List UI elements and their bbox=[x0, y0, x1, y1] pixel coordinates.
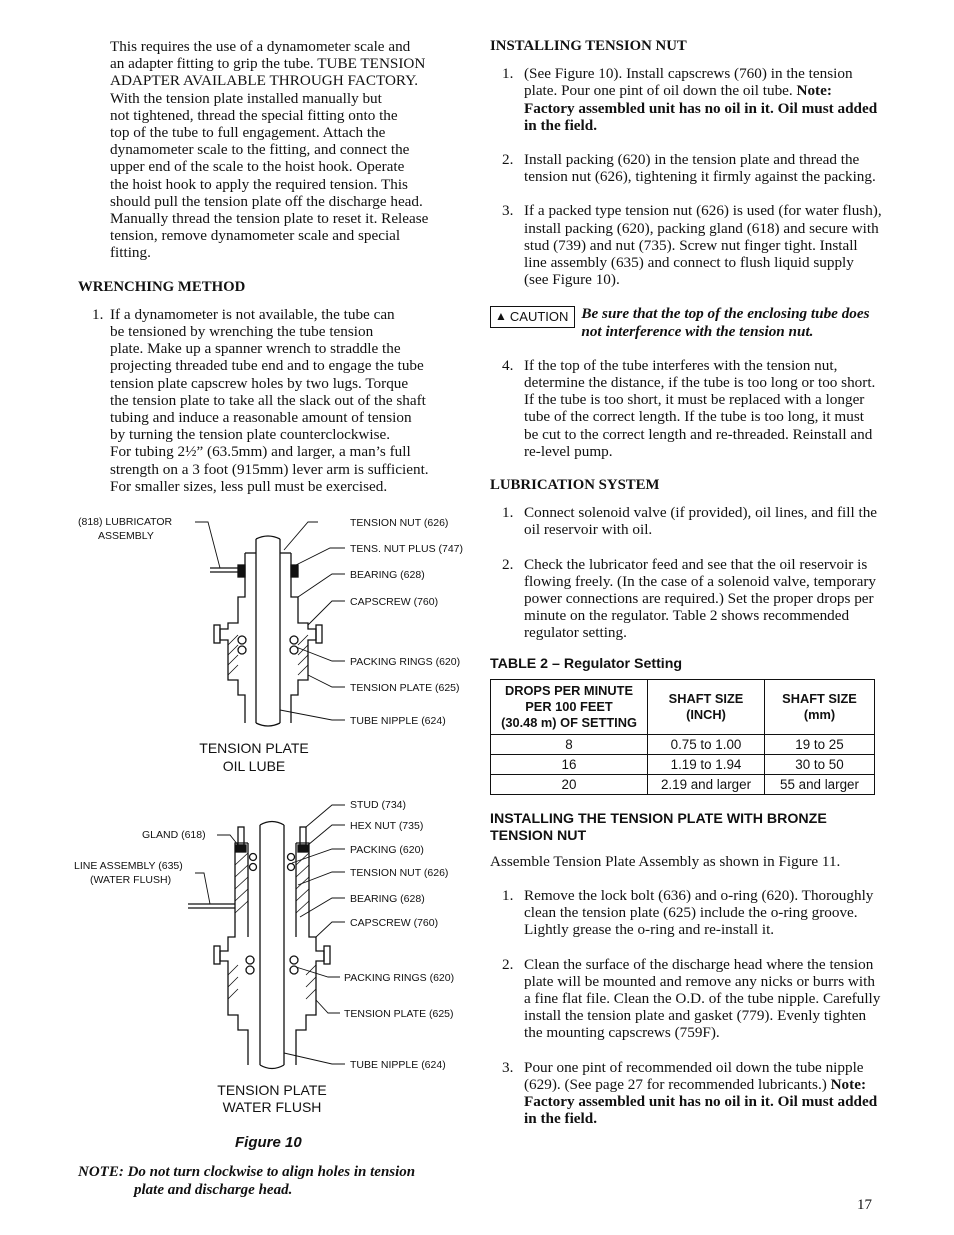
intro-paragraph bbox=[78, 38, 468, 262]
label-bearing: BEARING (628) bbox=[350, 569, 425, 581]
spacer bbox=[490, 55, 882, 65]
figure-10-drawing bbox=[70, 505, 470, 1125]
top-assembly-drawing bbox=[195, 522, 345, 726]
spacer bbox=[490, 494, 882, 504]
spacer bbox=[490, 939, 882, 956]
table-row bbox=[491, 734, 875, 754]
text-line: the hoist hook to apply the required tension. This bbox=[110, 175, 408, 193]
item-text: Remove the lock bolt (636) and o-ring (620). Thoroughly clean the tension plate (625) include the o-ring groove. Lightly grease the o-ring and re-install it. bbox=[524, 886, 874, 939]
header-line: (30.48 m) OF SETTING bbox=[501, 714, 637, 730]
wrenching-method-heading: WRENCHING METHOD bbox=[78, 278, 246, 295]
text-line: tubing and induce a reasonable amount of tension bbox=[110, 409, 412, 427]
top-drawing-subtitle: OIL LUBE bbox=[222, 758, 286, 774]
text-line: by turning the tension plate counterclockwise. bbox=[110, 426, 391, 444]
label-capscrew-2: CAPSCREW (760) bbox=[350, 917, 439, 929]
table-header-cell bbox=[765, 679, 875, 734]
spacer bbox=[490, 1042, 882, 1059]
text-line: dynamometer scale to the fitting, and connect the bbox=[110, 141, 410, 159]
spacer bbox=[78, 296, 468, 306]
text-line: upper end of the scale to the hoist hook. Operate bbox=[110, 158, 405, 176]
item-text: Clean the surface of the discharge head where the tension plate will be mounted and remove any nicks or burrs with a fine flat file. Clean the O.D. of the tube nipple. Carefully install the tension plate and gasket (779). Evenly tighten the mounting capscrews (759F). bbox=[524, 955, 881, 1042]
spacer bbox=[490, 460, 882, 477]
header-line: (mm) bbox=[803, 706, 836, 722]
label-tube-nipple: TUBE NIPPLE (624) bbox=[350, 715, 446, 727]
text-line: top of the tube to full engagement. Attach the bbox=[110, 124, 386, 142]
label-gland: GLAND (618) bbox=[142, 829, 206, 841]
list-item bbox=[490, 357, 882, 460]
item-number: 2. bbox=[502, 555, 514, 573]
list-item bbox=[490, 887, 882, 939]
table-cell: 20 bbox=[491, 774, 648, 794]
table-cell: 2.19 and larger bbox=[648, 774, 765, 794]
table-header-cell bbox=[648, 679, 765, 734]
item-number: 2. bbox=[502, 151, 514, 169]
item-text: Connect solenoid valve (if provided), oil lines, and fill the oil reservoir with oil. bbox=[524, 504, 878, 539]
item-note: Note: Factory assembled unit has no oil in it. Oil must added in the field. bbox=[524, 82, 878, 134]
header-line: (INCH) bbox=[686, 706, 726, 722]
table-title: TABLE 2 – Regulator Setting bbox=[490, 655, 683, 672]
table-cell: 16 bbox=[491, 754, 648, 774]
header-line: SHAFT SIZE bbox=[668, 690, 744, 706]
item-text: If the top of the tube interferes with the tension nut, determine the distance, if the tube is too long or too short. If the tube is too short, it must be replaced with a longer tube of the correct length. If the tube is too long, it must be cut to the correct length and re-threaded. Reinstall and re-level pump. bbox=[524, 356, 876, 460]
list-item bbox=[490, 1059, 882, 1128]
text-line: tension plate capscrew holes by two lugs. Torque bbox=[110, 374, 409, 392]
table-row bbox=[491, 754, 875, 774]
spacer bbox=[490, 642, 882, 656]
item-number: 1. bbox=[92, 305, 104, 323]
text-line: With the tension plate installed manually but bbox=[110, 89, 382, 107]
table-cell: 55 and larger bbox=[765, 774, 875, 794]
spacer bbox=[490, 870, 882, 887]
label-stud: STUD (734) bbox=[350, 799, 407, 811]
spacer bbox=[490, 185, 882, 202]
page-number: 17 bbox=[857, 1197, 872, 1213]
caution-badge bbox=[490, 306, 575, 327]
text-line: This requires the use of a dynamometer scale and bbox=[110, 38, 411, 55]
warning-triangle-icon: ▲ bbox=[495, 309, 507, 324]
label-capscrew: CAPSCREW (760) bbox=[350, 596, 439, 608]
label-lubricator-assembly-2: ASSEMBLY bbox=[98, 530, 154, 542]
text-line: Manually thread the tension plate to reset it. Release bbox=[110, 210, 429, 228]
item-number: 3. bbox=[502, 1058, 514, 1076]
list-item bbox=[490, 65, 882, 134]
text-line: For tubing 2½” (63.5mm) and larger, a man’s full bbox=[110, 443, 411, 461]
item-note: Note: Factory assembled unit has no oil in it. Oil must added in the field. bbox=[524, 1075, 878, 1128]
caution-text: Be sure that the top of the enclosing tube does not interference with the tension nut. bbox=[581, 305, 870, 340]
figure-caption: Figure 10 bbox=[235, 1134, 302, 1151]
label-packing-rings: PACKING RINGS (620) bbox=[350, 656, 461, 668]
spacer bbox=[490, 539, 882, 556]
table-row bbox=[491, 774, 875, 794]
note bbox=[78, 1164, 468, 1199]
text-line: fitting. bbox=[110, 244, 151, 262]
item-text: (See Figure 10). Install capscrews (760) in the tension plate. Pour one pint of oil down the oil tube. bbox=[524, 65, 853, 100]
item-number: 3. bbox=[502, 202, 514, 220]
spacer bbox=[490, 288, 882, 305]
list-item bbox=[490, 556, 882, 642]
text-line: strength on a 3 foot (915mm) lever arm is sufficient. bbox=[110, 460, 429, 478]
item-text: If a packed type tension nut (626) is used (for water flush), install packing (620), packing gland (618) and secure with stud (739) and nut (735). Screw nut finger tight. Install line assembly (635) and connect to flush liquid supply (see Figure 10). bbox=[524, 202, 882, 289]
text-line: be tensioned by wrenching the tube tension bbox=[110, 323, 374, 341]
table-cell: 19 to 25 bbox=[765, 734, 875, 754]
header-line: PER 100 FEET bbox=[525, 698, 613, 714]
bottom-drawing-title: TENSION PLATE bbox=[217, 1082, 327, 1098]
top-drawing-title: TENSION PLATE bbox=[199, 740, 309, 756]
item-number: 4. bbox=[502, 356, 514, 374]
list-item bbox=[490, 202, 882, 288]
label-line-assembly: LINE ASSEMBLY (635) bbox=[74, 860, 183, 872]
label-tension-nut-2: TENSION NUT (626) bbox=[350, 867, 449, 879]
bronze-nut-heading bbox=[490, 811, 882, 845]
header-line: SHAFT SIZE bbox=[782, 690, 857, 706]
heading-line: INSTALLING THE TENSION PLATE WITH BRONZE bbox=[490, 810, 827, 827]
label-lubricator-assembly: (818) LUBRICATOR bbox=[78, 516, 173, 528]
heading-line: TENSION NUT bbox=[490, 827, 587, 844]
label-hex-nut: HEX NUT (735) bbox=[350, 820, 424, 832]
caution-notice bbox=[490, 305, 882, 339]
table-cell: 30 to 50 bbox=[765, 754, 875, 774]
list-item bbox=[490, 504, 882, 538]
label-tension-plate-2: TENSION PLATE (625) bbox=[344, 1008, 454, 1020]
label-tens-nut-plus: TENS. NUT PLUS (747) bbox=[350, 543, 464, 555]
text-line: ADAPTER AVAILABLE THROUGH FACTORY. bbox=[110, 72, 419, 90]
text-line: the tension plate to take all the slack out of the shaft bbox=[110, 391, 426, 409]
bottom-assembly-drawing bbox=[188, 805, 345, 1069]
item-text: Install packing (620) in the tension plate and thread the tension nut (626), tightening it firmly against the packing. bbox=[524, 151, 876, 186]
lubrication-system-heading: LUBRICATION SYSTEM bbox=[490, 477, 660, 494]
text-line: plate. Make up a spanner wrench to straddle the bbox=[110, 340, 401, 358]
list-item bbox=[490, 956, 882, 1042]
left-column bbox=[78, 38, 468, 495]
label-tension-plate: TENSION PLATE (625) bbox=[350, 682, 460, 694]
text-line: projecting threaded tube end and to engage the tube bbox=[110, 357, 424, 375]
label-packing: PACKING (620) bbox=[350, 844, 424, 856]
wrenching-item-1 bbox=[78, 306, 468, 495]
header-line: DROPS PER MINUTE bbox=[505, 682, 633, 698]
spacer bbox=[490, 795, 882, 811]
right-column bbox=[490, 38, 882, 1127]
item-number: 1. bbox=[502, 65, 514, 83]
text-line: an adapter fitting to grip the tube. TUBE TENSION bbox=[110, 55, 426, 73]
spacer bbox=[490, 340, 882, 357]
caution-label: CAUTION bbox=[509, 309, 569, 325]
list-item bbox=[490, 151, 882, 185]
spacer bbox=[490, 134, 882, 151]
table-cell: 0.75 to 1.00 bbox=[648, 734, 765, 754]
item-text: Pour one pint of recommended oil down the tube nipple (629). (See page 27 for recommended lubricants.) bbox=[524, 1058, 864, 1093]
bronze-intro: Assemble Tension Plate Assembly as shown in Figure 11. bbox=[490, 852, 841, 870]
label-tension-nut: TENSION NUT (626) bbox=[350, 517, 449, 529]
text-line: For smaller sizes, less pull must be exercised. bbox=[110, 477, 388, 495]
regulator-setting-table bbox=[490, 679, 875, 795]
spacer bbox=[490, 845, 882, 853]
text-line: should pull the tension plate off the discharge head. bbox=[110, 192, 423, 210]
table-cell: 8 bbox=[491, 734, 648, 754]
table-cell: 1.19 to 1.94 bbox=[648, 754, 765, 774]
installing-tension-nut-heading: INSTALLING TENSION NUT bbox=[490, 38, 687, 54]
text-line: tension, remove dynamometer scale and special bbox=[110, 227, 401, 245]
item-number: 2. bbox=[502, 955, 514, 973]
item-text: Check the lubricator feed and see that the oil reservoir is flowing freely. (In the case of a solenoid valve, temporary power connections are required.) Set the proper drops per minute on the regulator. Table 2 shows recommended regulator setting. bbox=[524, 555, 876, 642]
item-number: 1. bbox=[502, 504, 514, 522]
table-header-cell bbox=[491, 679, 648, 734]
table-header-row bbox=[491, 679, 875, 734]
spacer bbox=[78, 262, 468, 279]
label-packing-rings-2: PACKING RINGS (620) bbox=[344, 972, 455, 984]
text-line: not tightened, thread the special fitting onto the bbox=[110, 106, 398, 124]
note-line-1: NOTE: Do not turn clockwise to align holes in tension bbox=[78, 1164, 416, 1180]
label-water-flush: (WATER FLUSH) bbox=[90, 874, 172, 886]
bottom-drawing-subtitle: WATER FLUSH bbox=[222, 1099, 322, 1115]
item-number: 1. bbox=[502, 886, 514, 904]
label-bearing-2: BEARING (628) bbox=[350, 893, 425, 905]
text-line: If a dynamometer is not available, the tube can bbox=[110, 305, 395, 323]
label-tube-nipple-2: TUBE NIPPLE (624) bbox=[350, 1059, 446, 1071]
note-line-2: plate and discharge head. bbox=[134, 1181, 293, 1198]
